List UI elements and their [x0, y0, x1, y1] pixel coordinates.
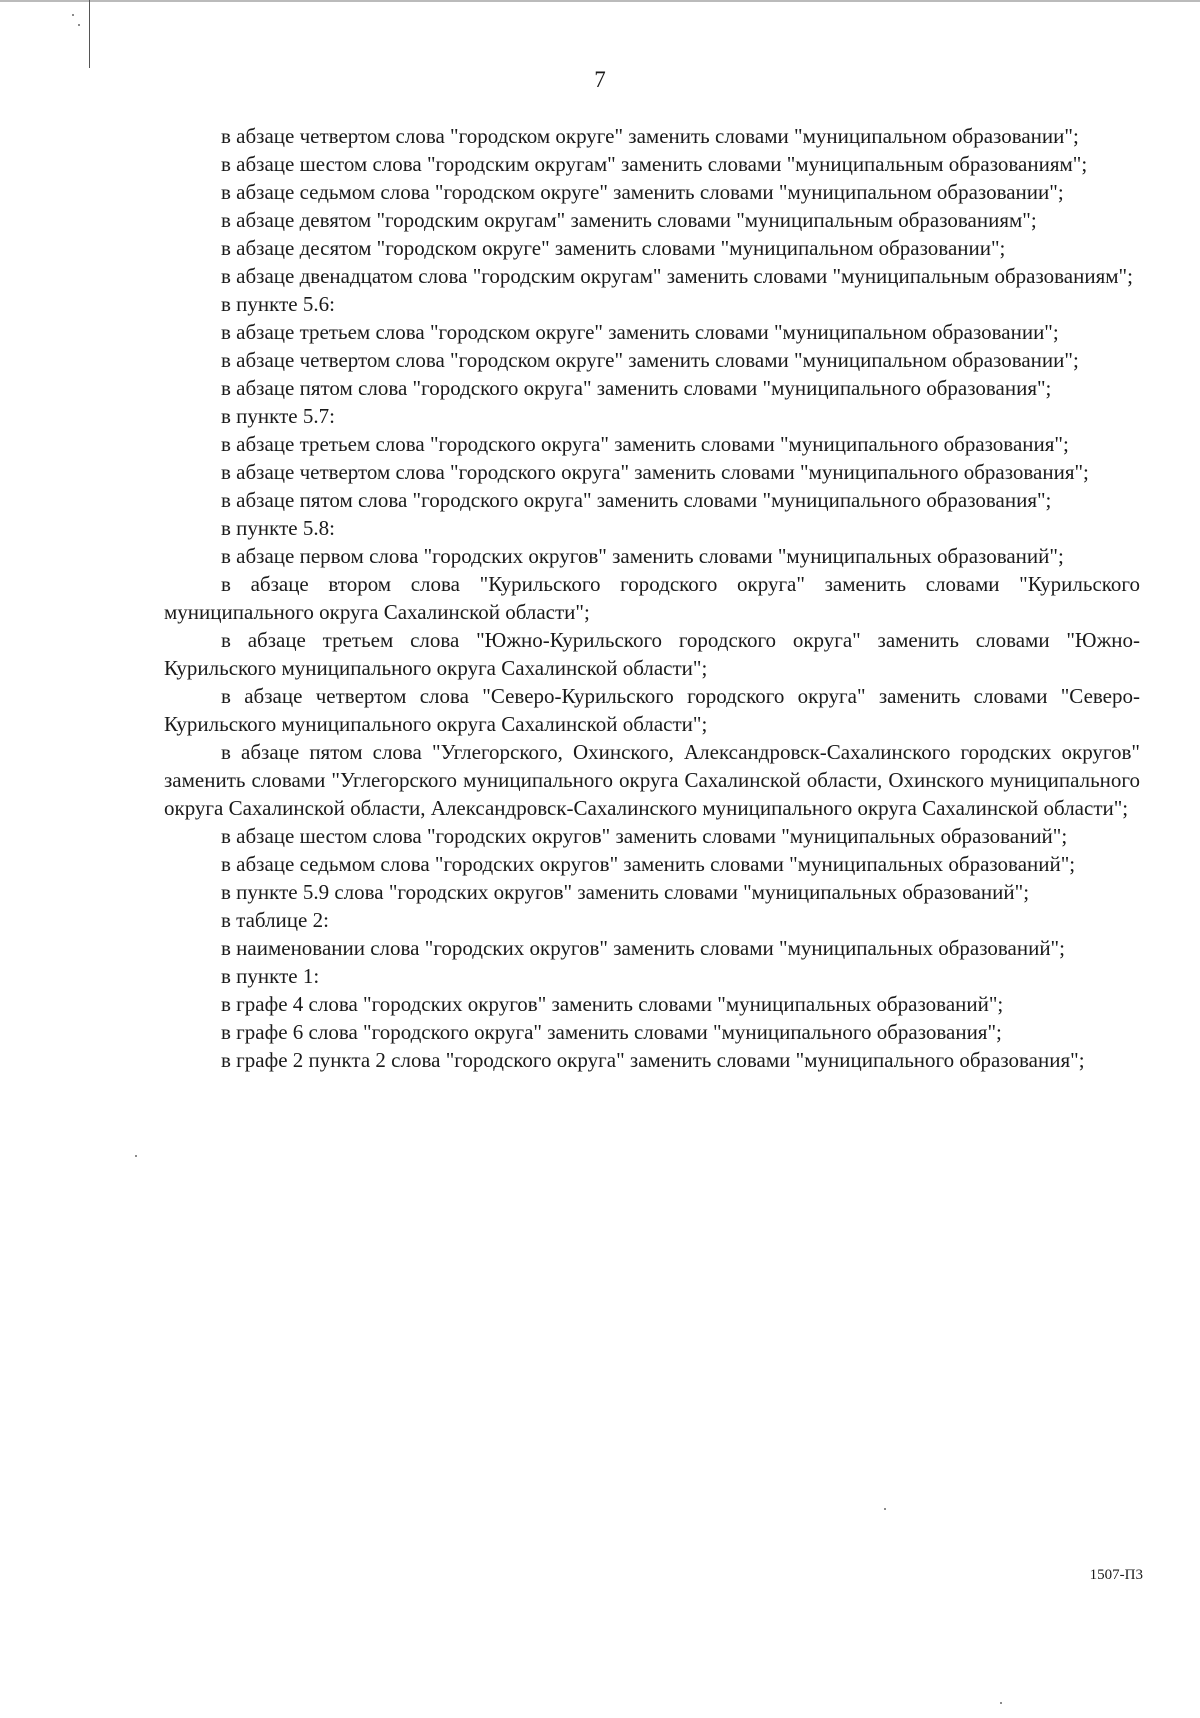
paragraph: в абзаце шестом слова "городским округам" заменить словами "муниципальным образованиям"; — [221, 152, 1088, 176]
scan-edge-left — [89, 0, 90, 68]
section-heading: в таблице 2: — [221, 908, 329, 932]
scan-edge-top — [0, 0, 1200, 2]
paragraph: в наименовании слова "городских округов" заменить словами "муниципальных образований"; — [221, 936, 1065, 960]
section-heading: в пункте 5.7: — [221, 404, 335, 428]
paragraph: в абзаце десятом "городском округе" заменить словами "муниципальном образовании"; — [221, 236, 1006, 260]
paragraph: в графе 6 слова "городского округа" заменить словами "муниципального образования"; — [221, 1020, 1002, 1044]
scan-speck — [884, 1508, 886, 1510]
paragraph: в абзаце пятом слова "городского округа" заменить словами "муниципального образования"; — [221, 488, 1052, 512]
paragraph: в абзаце втором слова "Курильского городского округа" заменить словами "Курильского муниципального округа Сахалинской области"; — [164, 572, 1140, 624]
paragraph: в абзаце третьем слова "городском округе" заменить словами "муниципальном образовании"; — [221, 320, 1059, 344]
paragraph: в пункте 5.9 слова "городских округов" заменить словами "муниципальных образований"; — [221, 880, 1030, 904]
paragraph: в абзаце четвертом слова "городского округа" заменить словами "муниципального образования"; — [221, 460, 1089, 484]
paragraph: в абзаце двенадцатом слова "городским округам" заменить словами "муниципальным образованиям"; — [221, 264, 1133, 288]
paragraph: в абзаце третьем слова "городского округа" заменить словами "муниципального образования"; — [221, 432, 1069, 456]
paragraph: в абзаце первом слова "городских округов" заменить словами "муниципальных образований"; — [221, 544, 1064, 568]
paragraph: в абзаце четвертом слова "городском округе" заменить словами "муниципальном образовании"; — [221, 348, 1079, 372]
paragraph: в абзаце девятом "городским округам" заменить словами "муниципальным образованиям"; — [221, 208, 1037, 232]
paragraph: в графе 2 пункта 2 слова "городского округа" заменить словами "муниципального образования"; — [221, 1048, 1085, 1072]
paragraph: в абзаце четвертом слова "Северо-Курильского городского округа" заменить словами "Северо-Курильского муниципального округа Сахалинской области"; — [164, 684, 1140, 736]
section-heading: в пункте 5.6: — [221, 292, 335, 316]
paragraph: в абзаце четвертом слова "городском округе" заменить словами "муниципальном образовании"; — [221, 124, 1079, 148]
paragraph: в абзаце пятом слова "Углегорского, Охинского, Александровск-Сахалинского городских округов" заменить словами "Углегорского муниципального округа Сахалинской области, Охинского муниципального округа Сахалинской области, Александровск-Сахалинского муниципального округа Сахалинской области"; — [164, 740, 1140, 820]
section-heading: в пункте 5.8: — [221, 516, 335, 540]
page-number: 7 — [594, 67, 606, 92]
scan-speck — [1000, 1702, 1002, 1704]
paragraph: в графе 4 слова "городских округов" заменить словами "муниципальных образований"; — [221, 992, 1004, 1016]
paragraph: в абзаце шестом слова "городских округов" заменить словами "муниципальных образований"; — [221, 824, 1068, 848]
document-body — [164, 122, 1140, 1074]
paragraph: в абзаце пятом слова "городского округа" заменить словами "муниципального образования"; — [221, 376, 1052, 400]
document-code: 1507-П3 — [1089, 1567, 1143, 1583]
paragraph: в абзаце третьем слова "Южно-Курильского городского округа" заменить словами "Южно-Курильского муниципального округа Сахалинской области"; — [164, 628, 1140, 680]
paragraph: в абзаце седьмом слова "городском округе" заменить словами "муниципальном образовании"; — [221, 180, 1064, 204]
scan-speck — [135, 1155, 137, 1157]
scan-speck — [72, 14, 74, 16]
paragraph: в абзаце седьмом слова "городских округов" заменить словами "муниципальных образований"; — [221, 852, 1076, 876]
scan-speck — [78, 24, 80, 26]
section-heading: в пункте 1: — [221, 964, 320, 988]
